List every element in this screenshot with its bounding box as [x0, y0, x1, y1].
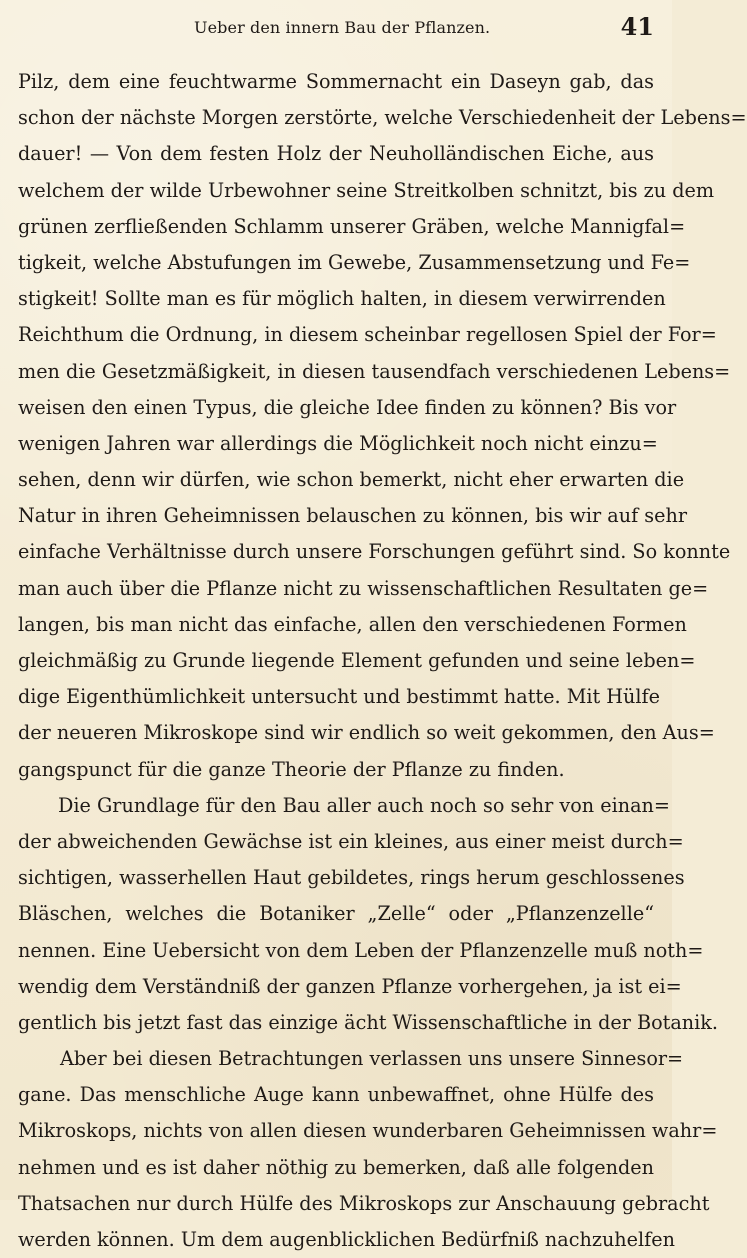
- text-line: man auch über die Pflanze nicht zu wissenschaftlichen Resultaten ge=: [18, 576, 709, 600]
- text-line: werden können. Um dem augenblicklichen Bedürfniß nachzuhelfen: [18, 1228, 675, 1251]
- text-line: Pilz, dem eine feuchtwarme Sommernacht ein Daseyn gab, das: [18, 70, 654, 93]
- text-line: sehen, denn wir dürfen, wie schon bemerkt, nicht eher erwarten die: [18, 468, 685, 492]
- text-line: dige Eigenthümlichkeit untersucht und bestimmt hatte. Mit Hülfe: [18, 685, 660, 709]
- text-line: der abweichenden Gewächse ist ein kleines, aus einer meist durch=: [18, 829, 684, 853]
- text-line: wenigen Jahren war allerdings die Möglichkeit noch nicht einzu=: [18, 431, 658, 455]
- text-line: langen, bis man nicht das einfache, allen den verschiedenen Formen: [18, 612, 687, 636]
- paragraph-end-line: gentlich bis jetzt fast das einzige ächt Wissenschaftliche in der Botanik.: [18, 1010, 719, 1034]
- text-line: sichtigen, wasserhellen Haut gebildetes, rings herum geschlossenes: [18, 866, 685, 890]
- page-number: 41: [620, 12, 654, 41]
- text-line: Reichthum die Ordnung, in diesem scheinbar regellosen Spiel der For=: [18, 323, 717, 347]
- text-line: men die Gesetzmäßigkeit, in diesen tausendfach verschiedenen Lebens=: [18, 359, 731, 383]
- text-line: der neueren Mikroskope sind wir endlich so weit gekommen, den Aus=: [18, 721, 715, 745]
- text-line: nehmen und es ist daher nöthig zu bemerken, daß alle folgenden: [18, 1155, 654, 1179]
- text-line: schon der nächste Morgen zerstörte, welche Verschiedenheit der Lebens=: [18, 106, 747, 130]
- text-line: weisen den einen Typus, die gleiche Idee finden zu können? Bis vor: [18, 395, 677, 419]
- paragraph-start-line: Die Grundlage für den Bau aller auch noch so sehr von einan=: [58, 793, 670, 817]
- body-text: [18, 64, 747, 1258]
- text-line: Natur in ihren Geheimnissen belauschen zu können, bis wir auf sehr: [18, 504, 687, 528]
- text-line: tigkeit, welche Abstufungen im Gewebe, Zusammensetzung und Fe=: [18, 250, 691, 274]
- paragraph-start-line: Aber bei diesen Betrachtungen verlassen uns unsere Sinnesor=: [60, 1047, 684, 1071]
- text-line: dauer! — Von dem festen Holz der Neuholländischen Eiche, aus: [18, 142, 654, 166]
- text-line: Mikroskops, nichts von allen diesen wunderbaren Geheimnissen wahr=: [18, 1119, 718, 1143]
- paragraph-end-line: gangspunct für die ganze Theorie der Pflanze zu finden.: [18, 757, 565, 781]
- text-line: wendig dem Verständniß der ganzen Pflanze vorhergehen, ja ist ei=: [18, 974, 682, 998]
- text-line: Bläschen, welches die Botaniker „Zelle“ oder „Pflanzenzelle“: [18, 902, 654, 926]
- text-line: stigkeit! Sollte man es für möglich halten, in diesem verwirrenden: [18, 287, 666, 311]
- text-line: einfache Verhältnisse durch unsere Forschungen geführt sind. So konnte: [18, 540, 731, 564]
- text-line: gane. Das menschliche Auge kann unbewaffnet, ohne Hülfe des: [18, 1083, 654, 1107]
- running-title: Ueber den innern Bau der Pflanzen.: [194, 18, 491, 37]
- text-line: Thatsachen nur durch Hülfe des Mikroskops zur Anschauung gebracht: [18, 1191, 710, 1215]
- running-head: [0, 12, 672, 41]
- text-line: nennen. Eine Uebersicht von dem Leben der Pflanzenzelle muß noth=: [18, 938, 704, 962]
- text-line: gleichmäßig zu Grunde liegende Element gefunden und seine leben=: [18, 649, 696, 672]
- text-line: welchem der wilde Urbewohner seine Streitkolben schnitzt, bis zu dem: [18, 178, 715, 202]
- text-line: grünen zerfließenden Schlamm unserer Gräben, welche Mannigfal=: [18, 214, 686, 238]
